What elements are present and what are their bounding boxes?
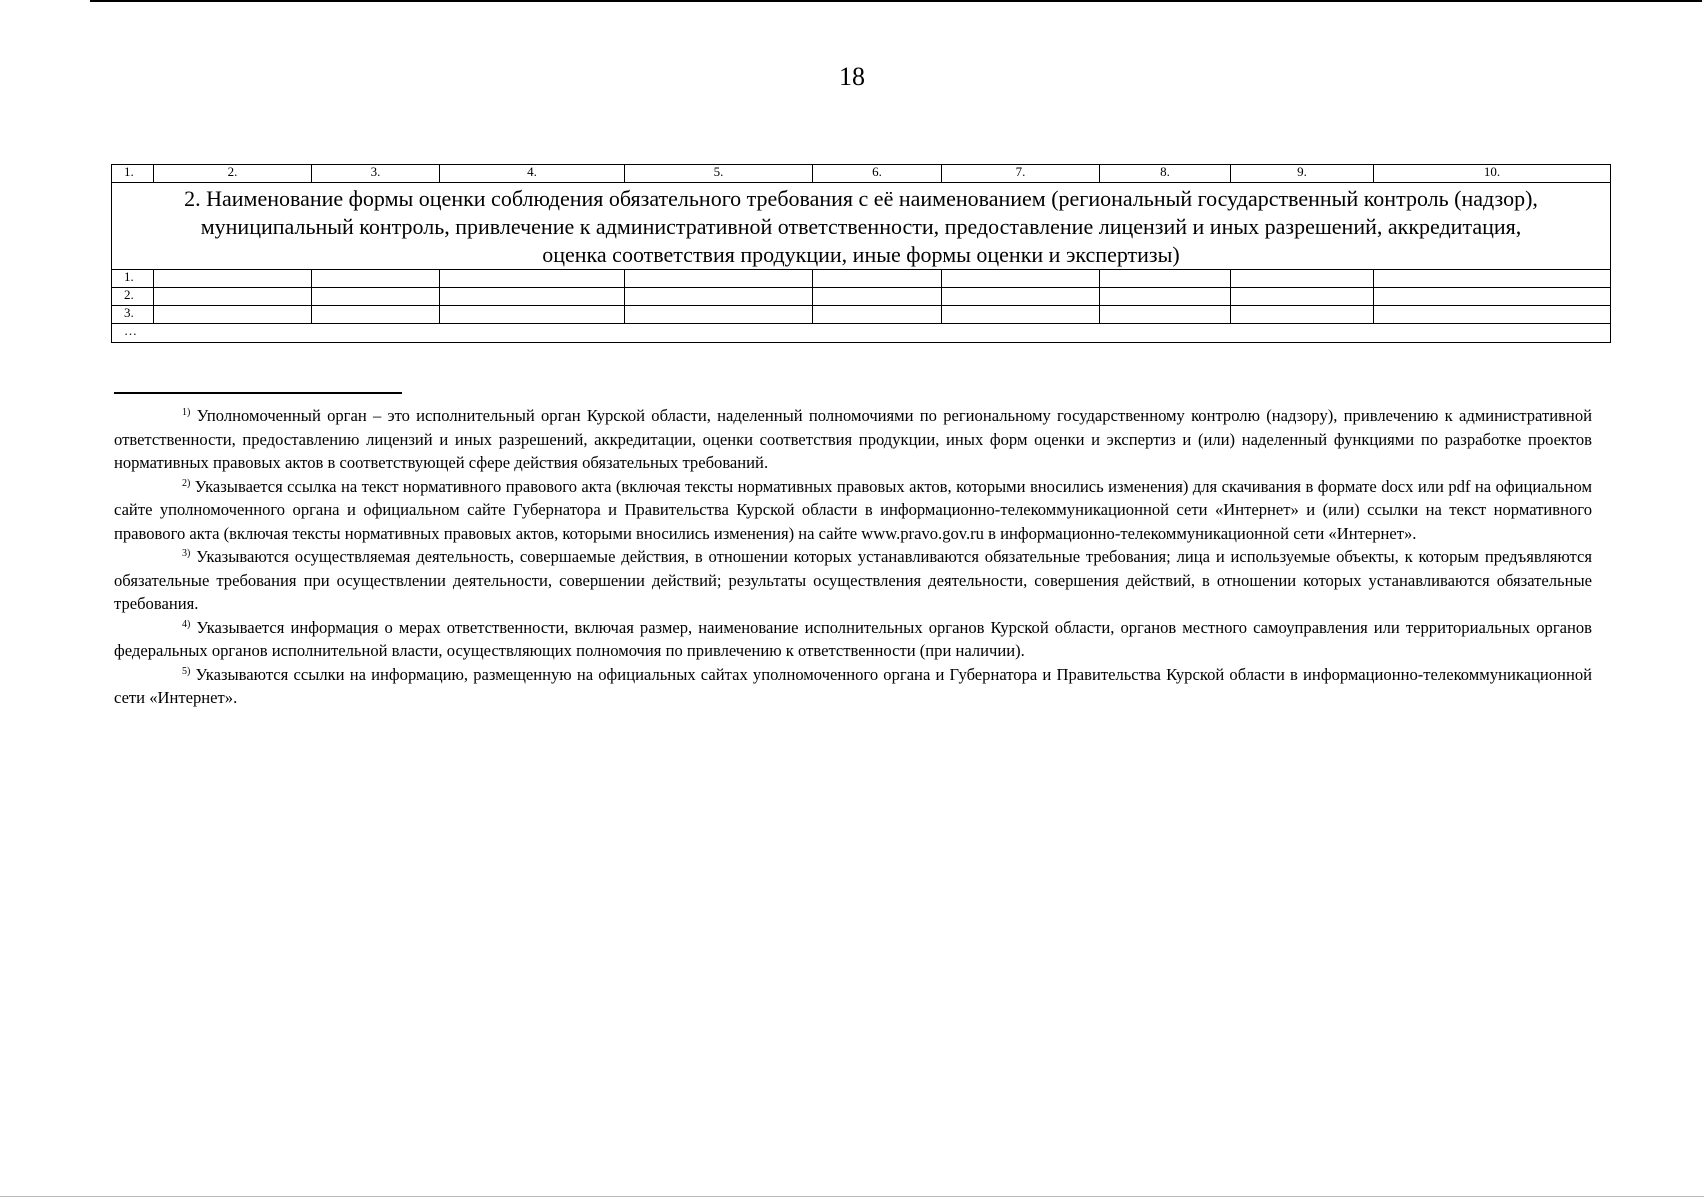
col-header: 6. (813, 165, 942, 183)
requirements-table (111, 164, 1611, 343)
footnote-text: Указывается информация о мерах ответственности, включая размер, наименование исполнительных органов Курской области, органов местного самоуправления или территориальных органов федеральных органов исполнительной власти, осуществляющих полномочия по привлечению к ответственности (при наличии). (114, 617, 1593, 660)
footnote-mark: 5) (182, 665, 191, 677)
table-cell (1100, 270, 1231, 288)
footnote-text: Указываются ссылки на информацию, размещенную на официальных сайтах уполномоченного органа и Губернатора и Правительства Курской области в информационно-телекоммуникационной сети «Интернет». (114, 664, 1592, 707)
row-number: 3. (112, 306, 154, 324)
table-cell (942, 270, 1100, 288)
footnote-separator (114, 392, 402, 394)
col-header: 1. (112, 165, 154, 183)
table-cell (440, 306, 625, 324)
footnote-text: Указывается ссылка на текст нормативного правового акта (включая тексты нормативных правовых актов, которыми вносились изменения) для скачивания в формате docx или pdf на официальном сайте уполномоченного органа и официальном сайте Губернатора и Правительства Курской области в информационно-телекоммуникационной сети «Интернет» и (или) ссылки на текст нормативного правового акта (включая тексты нормативных правовых актов, которыми вносились изменения) на сайте www.pravo.gov.ru в информационно-телекоммуникационной сети «Интернет». (114, 476, 1592, 543)
col-header: 10. (1374, 165, 1611, 183)
col-header: 3. (312, 165, 440, 183)
table-cell (1374, 306, 1611, 324)
table-cell (1231, 270, 1374, 288)
table-cell (813, 288, 942, 306)
table-cell (625, 270, 813, 288)
ellipsis-cell: … (112, 324, 1611, 343)
page-bottom-edge (0, 1196, 1704, 1197)
table-cell (312, 306, 440, 324)
footnotes (114, 404, 1592, 710)
table-cell (942, 288, 1100, 306)
footnote-2 (114, 475, 1592, 546)
footnote-mark: 4) (182, 618, 191, 630)
page-number: 18 (839, 62, 865, 91)
table-ellipsis-row (112, 324, 1611, 343)
col-header: 7. (942, 165, 1100, 183)
footnote-text: Уполномоченный орган – это исполнительный орган Курской области, наделенный полномочиями по региональному государственному контролю (надзору), привлечению к административной ответственности, предоставлению лицензий и иных разрешений, аккредитации, оценки соответствия продукции, иных форм оценки и экспертиз и (или) наделенный функциями по разработке проектов нормативных правовых актов в соответствующей сфере действия обязательных требований. (114, 406, 1592, 472)
section-title: 2. Наименование формы оценки соблюдения обязательного требования с её наименованием (региональный государственный контроль (надзор), муниципальный контроль, привлечение к административной ответственности, предоставление лицензий и иных разрешений, аккредитация, оценка соответствия продукции, иные формы оценки и экспертизы) (184, 186, 1538, 267)
col-header: 5. (625, 165, 813, 183)
section-title-cell (112, 183, 1611, 270)
table-cell (440, 288, 625, 306)
footnote-mark: 2) (182, 477, 191, 489)
col-header: 8. (1100, 165, 1231, 183)
table-cell (1374, 270, 1611, 288)
footnote-5 (114, 663, 1592, 710)
table-cell (813, 306, 942, 324)
footnote-mark: 1) (182, 407, 191, 418)
table-cell (813, 270, 942, 288)
footnote-3 (114, 545, 1592, 616)
table-cell (312, 270, 440, 288)
table-cell (312, 288, 440, 306)
table-cell (942, 306, 1100, 324)
table-cell (1100, 306, 1231, 324)
table-cell (1374, 288, 1611, 306)
table-row (112, 288, 1611, 306)
col-header: 9. (1231, 165, 1374, 183)
table-cell (1231, 306, 1374, 324)
table-row (112, 306, 1611, 324)
section-row (112, 183, 1611, 270)
page-top-edge (90, 0, 1702, 2)
footnote-mark: 3) (182, 548, 191, 559)
row-number: 2. (112, 288, 154, 306)
row-number: 1. (112, 270, 154, 288)
table-cell (154, 306, 312, 324)
footnote-4 (114, 616, 1592, 663)
table-cell (625, 306, 813, 324)
table-cell (154, 288, 312, 306)
table-cell (1231, 288, 1374, 306)
col-header: 2. (154, 165, 312, 183)
table-cell (1100, 288, 1231, 306)
table-header-row (112, 165, 1611, 183)
col-header: 4. (440, 165, 625, 183)
table-cell (625, 288, 813, 306)
footnote-1 (114, 404, 1592, 475)
table-cell (154, 270, 312, 288)
footnote-text: Указываются осуществляемая деятельность, совершаемые действия, в отношении которых устанавливаются обязательные требования; лица и используемые объекты, к которым предъявляются обязательные требования при осуществлении деятельности, совершении действий; результаты осуществления деятельности, совершения действий, в отношении которых устанавливаются обязательные требования. (114, 547, 1592, 613)
table-row (112, 270, 1611, 288)
table-cell (440, 270, 625, 288)
